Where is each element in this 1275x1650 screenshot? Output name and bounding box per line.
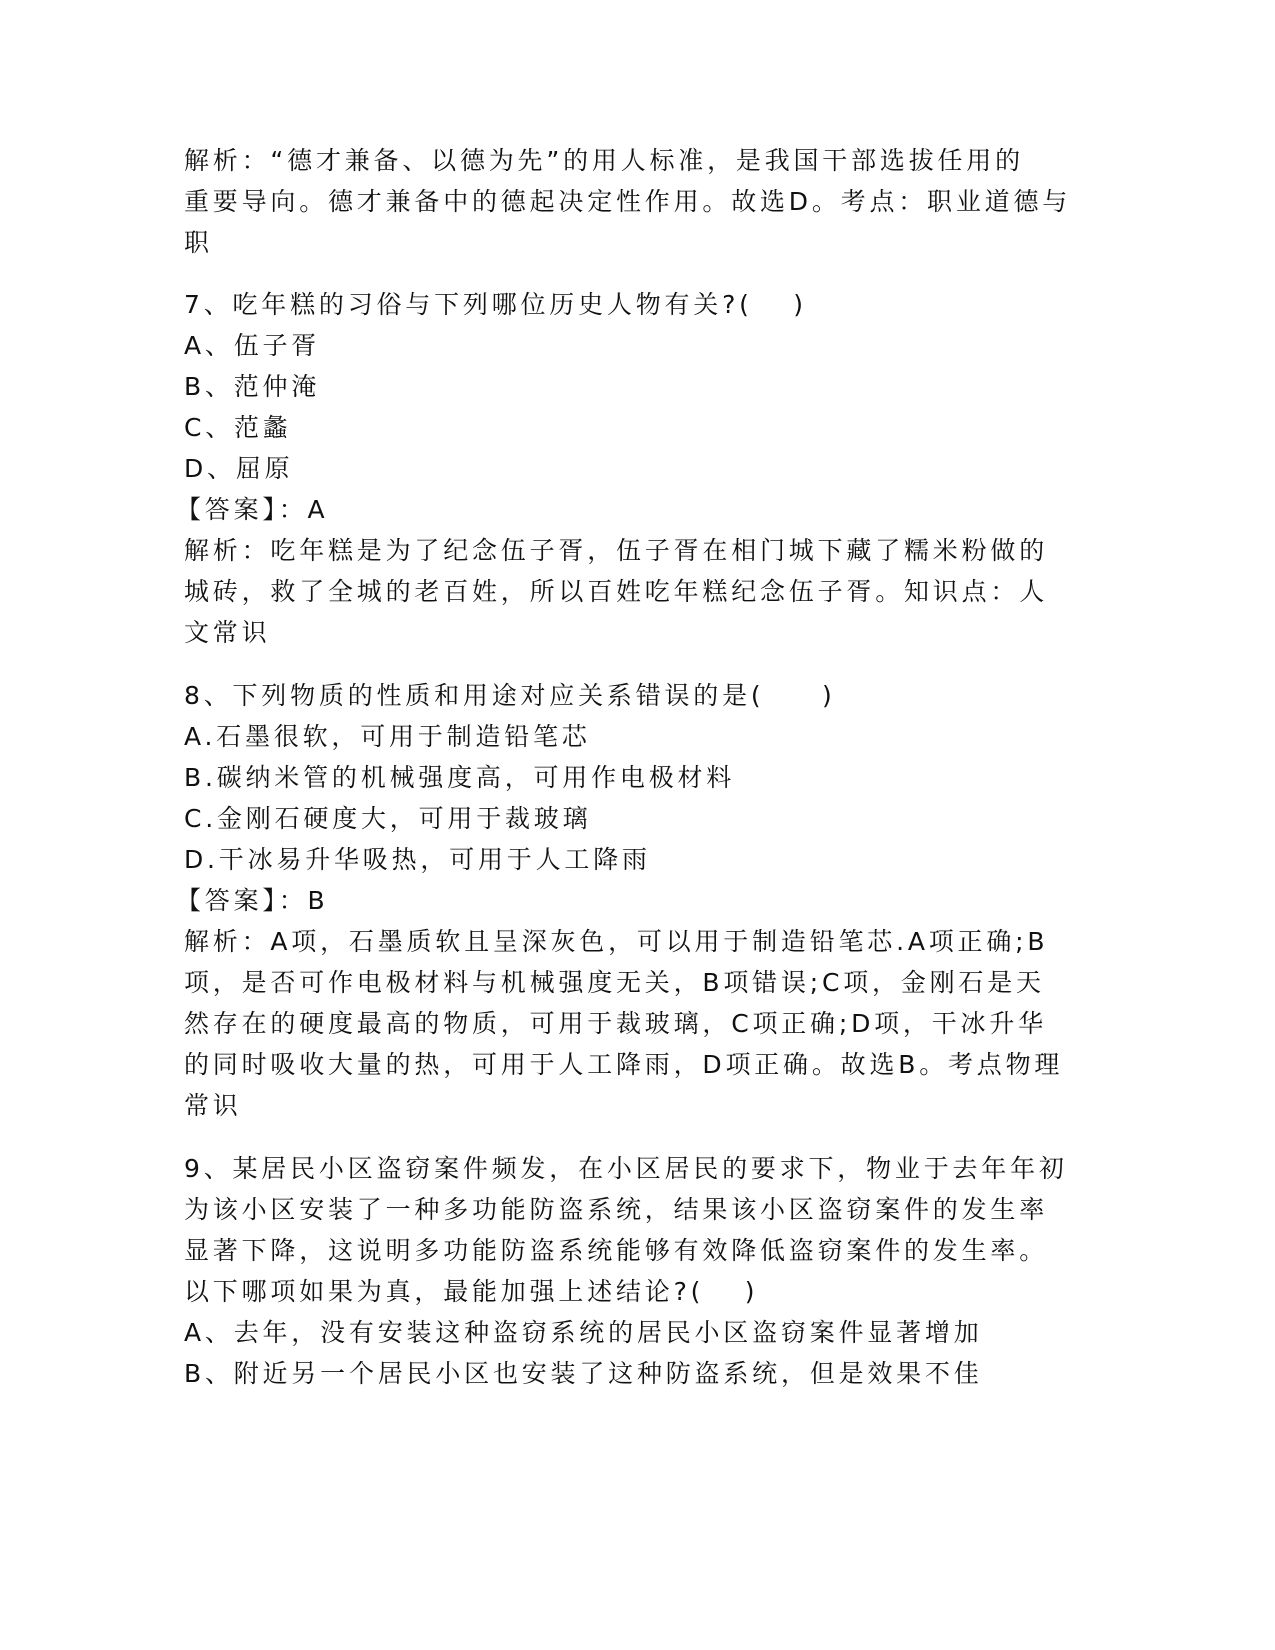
q7-option-b: B、范仲淹 [184,372,321,401]
q9-question-line-2: 为该小区安装了一种多功能防盗系统，结果该小区盗窃案件的发生率 [184,1195,1049,1224]
q7-explanation-line-2: 城砖，救了全城的老百姓，所以百姓吃年糕纪念伍子胥。知识点：人 [184,577,1049,606]
q8-explanation-line-2: 项，是否可作电极材料与机械强度无关，B项错误;C项，金刚石是天 [184,968,1045,997]
q8-question: 8、下列物质的性质和用途对应关系错误的是( ) [184,681,836,710]
q9-question-line-3: 显著下降，这说明多功能防盗系统能够有效降低盗窃案件的发生率。 [184,1236,1049,1265]
q6-explanation-line-2: 重要导向。德才兼备中的德起决定性作用。故选D。考点：职业道德与 [184,187,1072,216]
q8-option-b: B.碳纳米管的机械强度高，可用作电极材料 [184,763,736,792]
q7-option-c: C、范蠡 [184,413,292,442]
q8-option-a: A.石墨很软，可用于制造铅笔芯 [184,722,591,751]
q9-option-b: B、附近另一个居民小区也安装了这种防盗系统，但是效果不佳 [184,1359,983,1388]
q7-option-a: A、伍子胥 [184,331,321,360]
q9-question-line-4: 以下哪项如果为真，最能加强上述结论?( ) [184,1277,759,1306]
q8-option-d: D.干冰易升华吸热，可用于人工降雨 [184,845,651,874]
q8-explanation-line-1: 解析：A项，石墨质软且呈深灰色，可以用于制造铅笔芯.A项正确;B [184,927,1049,956]
q7-question: 7、吃年糕的习俗与下列哪位历史人物有关?( ) [184,290,807,319]
q7-option-d: D、屈原 [184,454,294,483]
q7-answer: 【答案】：A [176,495,329,524]
q8-explanation-line-4: 的同时吸收大量的热，可用于人工降雨，D项正确。故选B。考点物理 [184,1050,1064,1079]
q7-explanation-line-3: 文常识 [184,618,271,647]
q6-explanation-line-1: 解析：“德才兼备、以德为先”的用人标准，是我国干部选拔任用的 [184,146,1024,175]
q8-explanation-line-3: 然存在的硬度最高的物质，可用于裁玻璃，C项正确;D项，干冰升华 [184,1009,1047,1038]
q8-option-c: C.金刚石硬度大，可用于裁玻璃 [184,804,592,833]
q7-explanation-line-1: 解析：吃年糕是为了纪念伍子胥，伍子胥在相门城下藏了糯米粉做的 [184,536,1049,565]
q6-explanation-line-3: 职 [184,228,213,257]
q9-option-a: A、去年，没有安装这种盗窃系统的居民小区盗窃案件显著增加 [184,1318,983,1347]
q8-explanation-line-5: 常识 [184,1091,242,1120]
q8-answer: 【答案】：B [176,886,329,915]
q9-question-line-1: 9、某居民小区盗窃案件频发，在小区居民的要求下，物业于去年年初 [184,1154,1068,1183]
